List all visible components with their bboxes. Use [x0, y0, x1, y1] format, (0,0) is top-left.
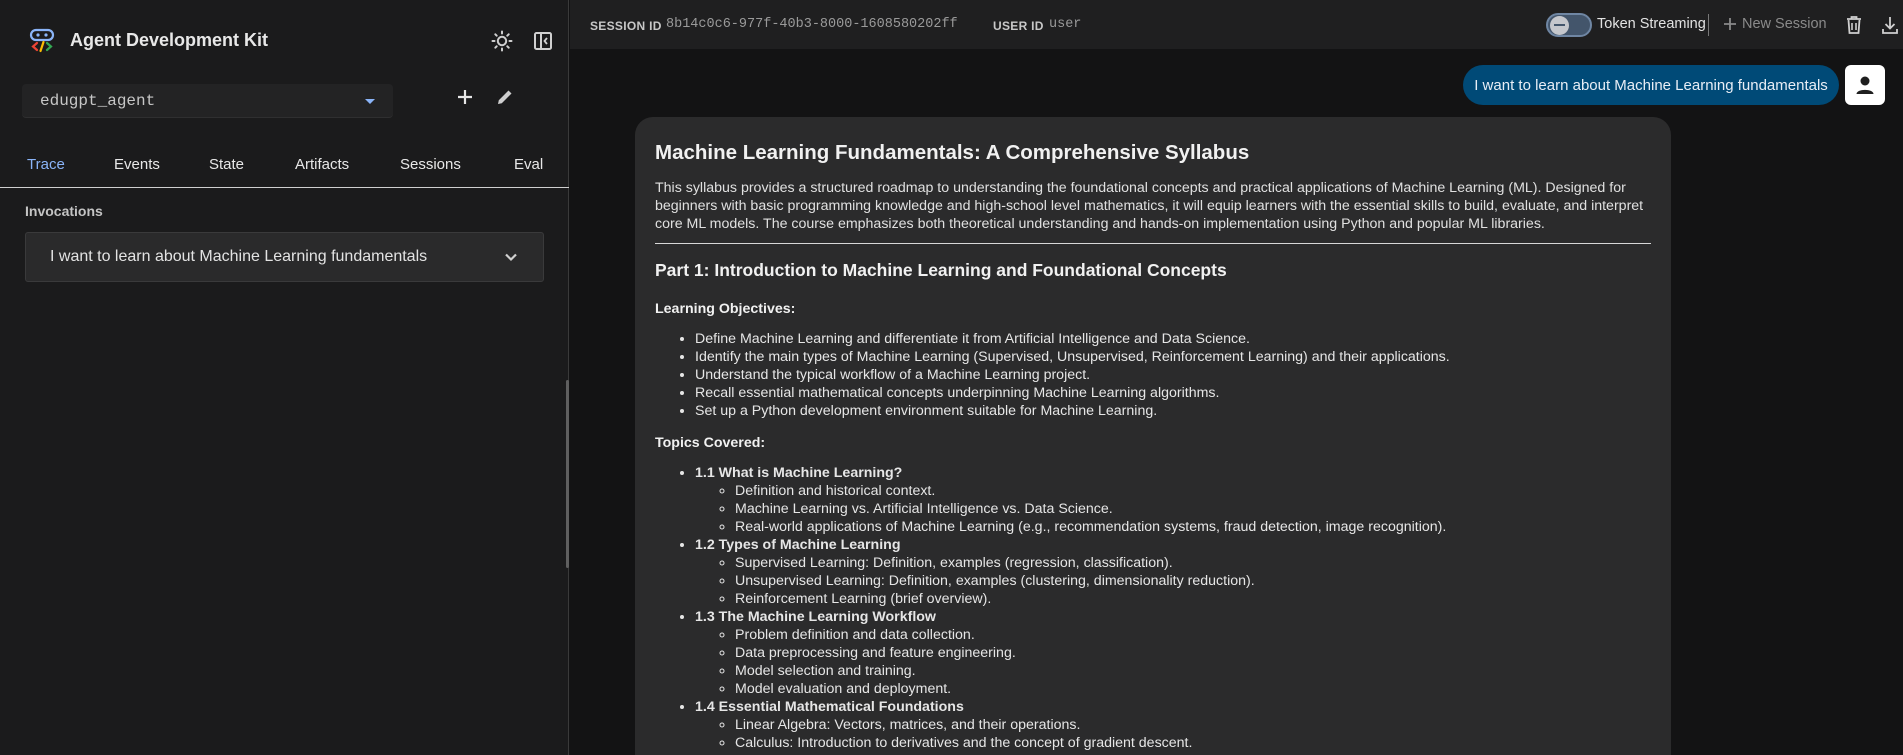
subtopic-list — [695, 554, 1651, 608]
invocation-item[interactable] — [25, 232, 544, 282]
delete-session-button[interactable] — [1843, 13, 1865, 37]
user-message-bubble — [1463, 65, 1839, 105]
subtopic-list — [695, 716, 1651, 752]
list-item: • Define Machine Learning and differentiate it from Artificial Intelligence and Data Science. — [695, 330, 1651, 348]
delete-icon — [1845, 15, 1863, 35]
list-item: ◦ Problem definition and data collection. — [735, 626, 1651, 644]
list-item: ◦ Calculus: Introduction to derivatives and the concept of gradient descent. — [735, 734, 1651, 752]
topics-list — [655, 464, 1651, 752]
token-streaming-toggle[interactable] — [1546, 13, 1592, 37]
list-item: ◦ Linear Algebra: Vectors, matrices, and their operations. — [735, 716, 1651, 734]
topics-heading: Topics Covered: — [655, 435, 766, 451]
list-item: ◦ Real-world applications of Machine Learning (e.g., recommendation systems, fraud detection, image recognition). — [735, 518, 1651, 536]
token-streaming-label: Token Streaming — [1597, 16, 1706, 32]
response-intro: This syllabus provides a structured roadmap to understanding the foundational concepts and practical applications of Machine Learning (ML). Designed for beginners with basic programming knowledge and high-school level mathematics, it will equip learners with the essential skills to build, evaluate, and interpret core ML models. The course emphasizes both theoretical understanding and hands-on implementation using Python and popular ML libraries. — [655, 179, 1651, 244]
list-item: • Set up a Python development environment suitable for Machine Learning. — [695, 402, 1651, 420]
list-item: ◦ Data preprocessing and feature engineering. — [735, 644, 1651, 662]
topic-title: 1.4 Essential Mathematical Foundations — [695, 699, 964, 715]
theme-sun-icon — [491, 30, 513, 52]
subtopic-list — [695, 626, 1651, 698]
invocations-heading: Invocations — [25, 203, 103, 219]
topic-item — [695, 464, 1651, 536]
list-item: ◦ Definition and historical context. — [735, 482, 1651, 500]
list-item: • Understand the typical workflow of a Machine Learning project. — [695, 366, 1651, 384]
chevron-down-icon — [501, 247, 521, 267]
new-session-label: New Session — [1742, 16, 1827, 32]
list-item: ◦ Machine Learning vs. Artificial Intelligence vs. Data Science. — [735, 500, 1651, 518]
sidebar-scrollbar[interactable] — [566, 380, 569, 568]
topic-item — [695, 698, 1651, 752]
user-id-label: USER ID — [993, 19, 1044, 33]
sidebar-tabs — [0, 148, 569, 188]
list-item: ◦ Model selection and training. — [735, 662, 1651, 680]
topic-title: 1.2 Types of Machine Learning — [695, 537, 901, 553]
collapse-panel-button[interactable] — [528, 26, 558, 56]
new-session-button[interactable] — [1722, 16, 1827, 32]
app-title: Agent Development Kit — [70, 29, 269, 50]
person-icon — [1854, 74, 1876, 96]
response-title: Machine Learning Fundamentals: A Comprehensive Syllabus — [655, 141, 1250, 164]
list-item: ◦ Reinforcement Learning (brief overview). — [735, 590, 1651, 608]
add-agent-button[interactable] — [450, 82, 480, 112]
tab-sessions[interactable]: Sessions — [400, 156, 461, 173]
agent-response-card — [635, 117, 1671, 755]
tab-trace[interactable]: Trace — [27, 156, 65, 173]
collapse-panel-icon — [533, 31, 553, 51]
agent-select[interactable] — [22, 84, 393, 118]
agent-select-value: edugpt_agent — [40, 91, 156, 110]
part1-heading: Part 1: Introduction to Machine Learning and Foundational Concepts — [655, 260, 1227, 280]
list-item: • Identify the main types of Machine Learning (Supervised, Unsupervised, Reinforcement Learning) and their applications. — [695, 348, 1651, 366]
list-item: ◦ Supervised Learning: Definition, examples (regression, classification). — [735, 554, 1651, 572]
user-message-text: I want to learn about Machine Learning fundamentals — [1474, 76, 1828, 94]
dropdown-caret-icon — [365, 99, 375, 104]
add-icon — [456, 88, 474, 106]
topic-item — [695, 608, 1651, 698]
tab-artifacts[interactable]: Artifacts — [295, 156, 350, 173]
topic-item — [695, 536, 1651, 608]
tab-events[interactable]: Events — [114, 156, 160, 173]
objectives-list — [655, 330, 1651, 420]
list-item: ◦ Unsupervised Learning: Definition, examples (clustering, dimensionality reduction). — [735, 572, 1651, 590]
session-id-label: SESSION ID — [590, 19, 662, 33]
edit-icon — [495, 87, 515, 107]
sidebar-header — [28, 24, 268, 56]
objectives-heading: Learning Objectives: — [655, 301, 796, 317]
user-id-value: user — [1049, 17, 1082, 32]
user-avatar — [1845, 65, 1885, 105]
subtopic-list — [695, 482, 1651, 536]
topic-title: 1.1 What is Machine Learning? — [695, 465, 903, 481]
tab-state[interactable]: State — [209, 156, 245, 173]
plus-icon — [1722, 16, 1738, 32]
topic-title: 1.3 The Machine Learning Workflow — [695, 609, 936, 625]
edit-agent-button[interactable] — [490, 82, 520, 112]
session-id-value: 8b14c0c6-977f-40b3-8000-1608580202ff — [666, 17, 958, 32]
theme-toggle-button[interactable] — [487, 26, 517, 56]
sidebar — [0, 0, 569, 755]
download-icon — [1881, 15, 1899, 35]
list-item: ◦ Model evaluation and deployment. — [735, 680, 1651, 698]
tab-eval[interactable]: Eval — [514, 156, 544, 173]
topbar-divider — [1708, 14, 1709, 36]
invocation-label: I want to learn about Machine Learning fundamentals — [50, 248, 428, 265]
list-item: • Recall essential mathematical concepts underpinning Machine Learning algorithms. — [695, 384, 1651, 402]
download-session-button[interactable] — [1879, 13, 1901, 37]
adk-logo-icon — [28, 26, 56, 54]
